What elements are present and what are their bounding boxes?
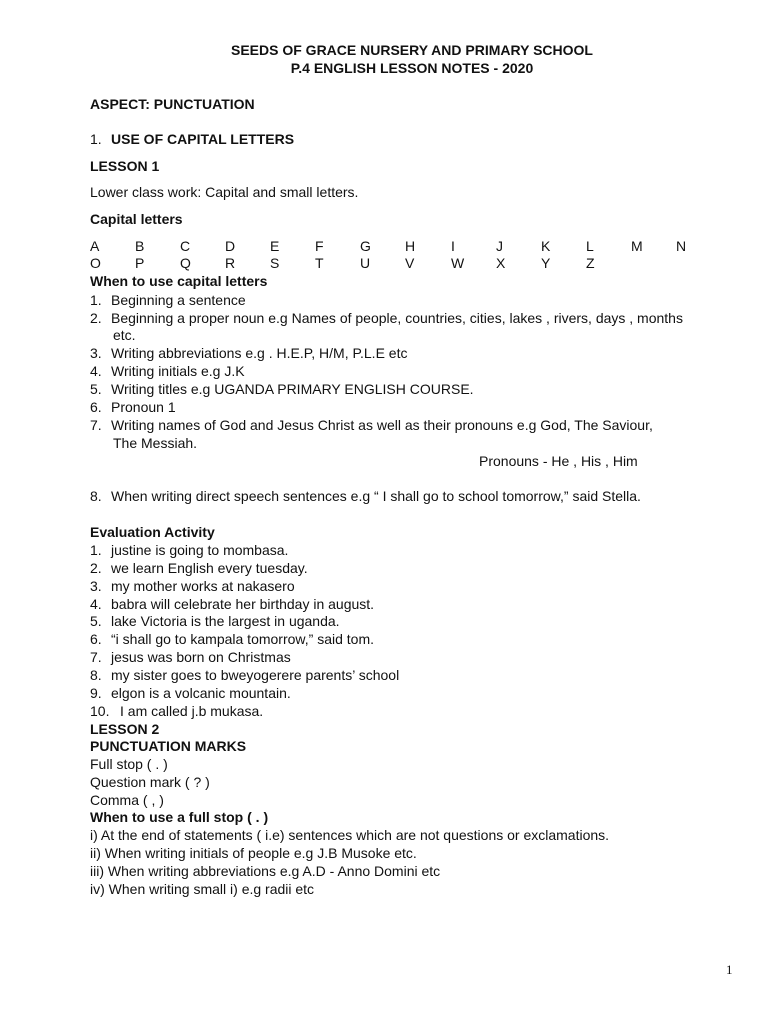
evaluation-number: 3. <box>90 578 102 594</box>
alphabet-letter: I <box>451 238 455 254</box>
alphabet-letter: J <box>496 238 503 254</box>
alphabet-letter: E <box>270 238 280 254</box>
lesson2-heading: LESSON 2 <box>90 721 160 737</box>
evaluation-item: babra will celebrate her birthday in august. <box>111 596 375 612</box>
evaluation-item: justine is going to mombasa. <box>111 542 289 558</box>
rule-text: Writing initials e.g J.K <box>111 363 245 379</box>
evaluation-number: 7. <box>90 649 102 665</box>
section-number: 1. <box>90 131 102 147</box>
school-name: SEEDS OF GRACE NURSERY AND PRIMARY SCHOOL <box>231 42 593 58</box>
alphabet-letter: T <box>315 255 324 271</box>
full-stop-rule: ii) When writing initials of people e.g J.B Musoke etc. <box>90 845 417 861</box>
section-title: USE OF CAPITAL LETTERS <box>111 131 295 147</box>
capital-letters-heading: Capital letters <box>90 211 183 227</box>
rule-number: 7. <box>90 417 102 433</box>
alphabet-letter: K <box>541 238 551 254</box>
evaluation-item: my sister goes to bweyogerere parents’ school <box>111 667 400 683</box>
alphabet-letter: D <box>225 238 236 254</box>
alphabet-letter: Q <box>180 255 191 271</box>
evaluation-number: 9. <box>90 685 102 701</box>
alphabet-letter: X <box>496 255 506 271</box>
alphabet-letter: S <box>270 255 280 271</box>
evaluation-item: “i shall go to kampala tomorrow,” said tom. <box>111 631 374 647</box>
evaluation-item: we learn English every tuesday. <box>111 560 308 576</box>
evaluation-heading: Evaluation Activity <box>90 524 215 540</box>
alphabet-letter: F <box>315 238 324 254</box>
evaluation-item: lake Victoria is the largest in uganda. <box>111 613 340 629</box>
rule-text: Pronoun 1 <box>111 399 176 415</box>
evaluation-item: my mother works at nakasero <box>111 578 295 594</box>
full-stop-rule: iii) When writing abbreviations e.g A.D - Anno Domini etc <box>90 863 441 879</box>
evaluation-item: elgon is a volcanic mountain. <box>111 685 291 701</box>
alphabet-letter: V <box>405 255 415 271</box>
alphabet-letter: A <box>90 238 100 254</box>
full-stop-rule: iv) When writing small i) e.g radii etc <box>90 881 315 897</box>
pronouns-line: Pronouns - He , His , Him <box>479 453 638 469</box>
alphabet-letter: M <box>631 238 643 254</box>
alphabet-letter: R <box>225 255 236 271</box>
full-stop-rule: i) At the end of statements ( i.e) sentences which are not questions or exclamations. <box>90 827 610 843</box>
punctuation-mark: Question mark ( ? ) <box>90 774 210 790</box>
rule-number: 4. <box>90 363 102 379</box>
alphabet-letter: C <box>180 238 191 254</box>
punctuation-mark: Comma ( , ) <box>90 792 164 808</box>
rule-text: Beginning a sentence <box>111 292 246 308</box>
rule-text-continued: etc. <box>113 327 136 343</box>
rule-number: 1. <box>90 292 102 308</box>
rule-text: Writing titles e.g UGANDA PRIMARY ENGLISH COURSE. <box>111 381 474 397</box>
rule-text: When writing direct speech sentences e.g “ I shall go to school tomorrow,” said Stella. <box>111 488 641 504</box>
alphabet-letter: B <box>135 238 145 254</box>
alphabet-letter: W <box>451 255 465 271</box>
page-number: 1 <box>726 962 733 977</box>
evaluation-number: 6. <box>90 631 102 647</box>
alphabet-letter: Y <box>541 255 551 271</box>
evaluation-item: I am called j.b mukasa. <box>120 703 264 719</box>
punctuation-marks-heading: PUNCTUATION MARKS <box>90 738 247 754</box>
alphabet-letter: G <box>360 238 371 254</box>
alphabet-letter: Z <box>586 255 595 271</box>
rule-number: 5. <box>90 381 102 397</box>
lesson1-heading: LESSON 1 <box>90 158 160 174</box>
rule-text: Writing names of God and Jesus Christ as well as their pronouns e.g God, The Saviour, <box>111 417 653 433</box>
lesson1-intro: Lower class work: Capital and small letters. <box>90 184 359 200</box>
evaluation-number: 4. <box>90 596 102 612</box>
rule-text: Writing abbreviations e.g . H.E.P, H/M, P.L.E etc <box>111 345 408 361</box>
alphabet-letter: O <box>90 255 101 271</box>
alphabet-letter: U <box>360 255 371 271</box>
alphabet-letter: P <box>135 255 145 271</box>
evaluation-number: 1. <box>90 542 102 558</box>
punctuation-mark: Full stop ( . ) <box>90 756 168 772</box>
alphabet-letter: N <box>676 238 687 254</box>
evaluation-number: 8. <box>90 667 102 683</box>
rule-number: 2. <box>90 310 102 326</box>
rule-text-continued: The Messiah. <box>113 435 198 451</box>
when-capital-heading: When to use capital letters <box>90 273 268 289</box>
alphabet-letter: L <box>586 238 594 254</box>
rule-number: 8. <box>90 488 102 504</box>
full-stop-heading: When to use a full stop ( . ) <box>90 809 269 825</box>
aspect-heading: ASPECT: PUNCTUATION <box>90 96 255 112</box>
evaluation-number: 2. <box>90 560 102 576</box>
document-subtitle: P.4 ENGLISH LESSON NOTES - 2020 <box>290 60 534 76</box>
evaluation-number: 5. <box>90 613 102 629</box>
evaluation-item: jesus was born on Christmas <box>111 649 291 665</box>
rule-number: 6. <box>90 399 102 415</box>
alphabet-letter: H <box>405 238 416 254</box>
evaluation-number: 10. <box>90 703 110 719</box>
rule-number: 3. <box>90 345 102 361</box>
rule-text: Beginning a proper noun e.g Names of people, countries, cities, lakes , rivers, days , months <box>111 310 683 326</box>
